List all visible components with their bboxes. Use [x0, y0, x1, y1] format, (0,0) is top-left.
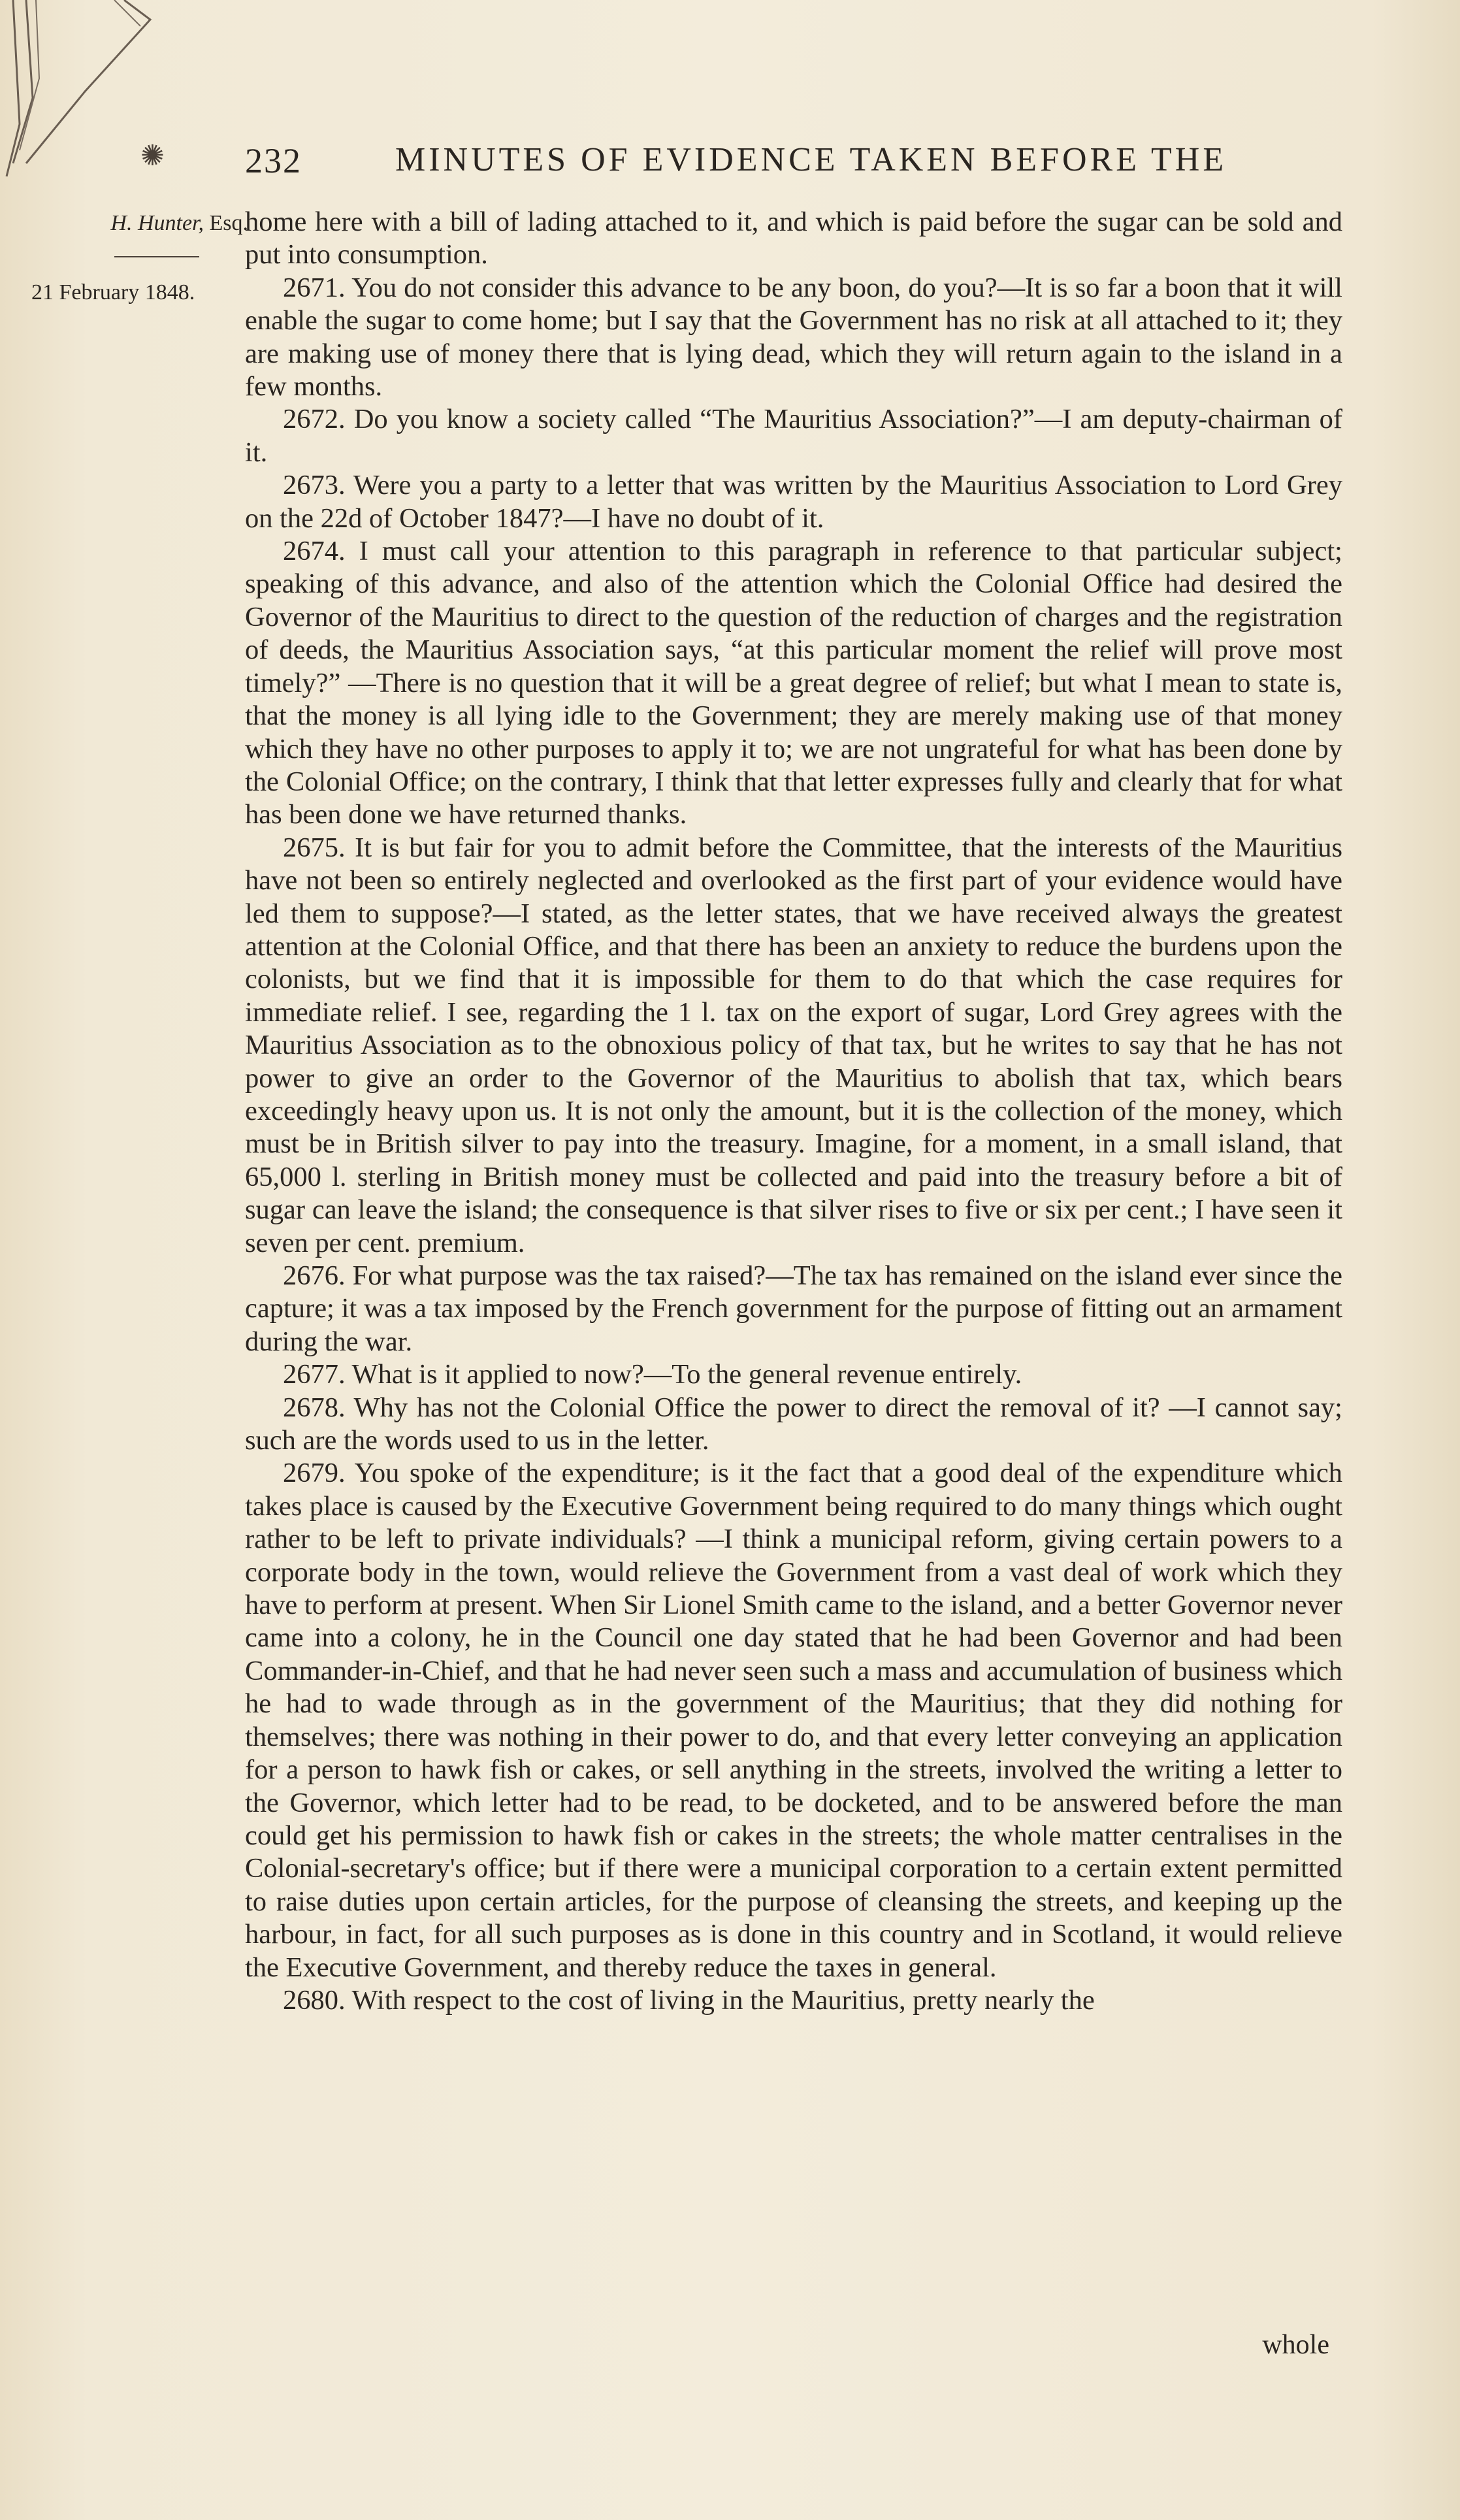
- question-2671: 2671. You do not consider this advance to be any boon, do you?—It is so far a boon that it will enable the sugar to come home; but I say that the Government has no risk at all attached to it; they are making use of money there that is lying dead, which they will return again to the island in a few months.: [245, 272, 1342, 402]
- torn-page-tab-mark: [0, 0, 157, 189]
- page-number: 232: [245, 141, 302, 180]
- question-2674: 2674. I must call your attention to this paragraph in reference to that particular subject; speaking of this advance, and also of the attention which the Colonial Office had desired the Governor of the Mauritius to direct to the question of the reduction of charges and the registration of deeds, the Mauritius Association says, “at this particular moment the relief will prove most timely?” —There is no question that it will be a great degree of relief; but what I mean to state is, that the money is all lying idle to the Government; they are merely making use of that money which they have no other purposes to apply it to; we are not ungrateful for what has been done by the Colonial Office; on the contrary, I think that that letter expresses fully and clearly that for what has been done we have returned thanks.: [245, 536, 1342, 830]
- question-2676: 2676. For what purpose was the tax raised?—The tax has remained on the island ever since the capture; it was a tax imposed by the French government for the purpose of fitting out an armament during the war.: [245, 1260, 1342, 1357]
- question-2680: 2680. With respect to the cost of living in the Mauritius, pretty nearly the: [283, 1984, 1095, 2016]
- question-2673: 2673. Were you a party to a letter that was written by the Mauritius Association to Lord Grey on the 22d of October 1847?—I have no doubt of it.: [245, 470, 1342, 534]
- question-2679: 2679. You spoke of the expenditure; is it the fact that a good deal of the expenditure which takes place is caused by the Executive Government being required to do many things which ought rather to be left to private individuals? —I think a municipal reform, giving certain powers to a corporate body in the town, would relieve the Government from a vast deal of work which they have to perform at present. When Sir Lionel Smith came to the island, and a better Governor never came into a colony, he in the Council one day stated that he had been Governor and had been Commander-in-Chief, and that he had never seen such a mass and accumulation of business which he had to wade through as in the government of the Mauritius; that they did nothing for themselves; there was nothing in their power to do, and that every letter conveying an application for a person to hawk fish or cakes, or sell anything in the streets, involved the writing a letter to the Governor, which letter had to be read, to be docketed, and to be answered before the man could get his permission to hawk fish or cakes in the streets; the whole matter centralises in the Colonial-secretary's office; but if there were a municipal corporation to a certain extent permitted to raise duties upon certain articles, for the purpose of cleansing the streets, and keeping up the harbour, in fact, for all such purposes as is done in this country and in Scotland, it would relieve the Executive Government, and thereby reduce the taxes in general.: [245, 1458, 1342, 1983]
- witness-title: Esq.: [209, 211, 248, 235]
- catchword: whole: [1262, 2330, 1329, 2360]
- question-2678: 2678. Why has not the Colonial Office the power to direct the removal of it? —I cannot say; such are the words used to us in the letter.: [245, 1392, 1342, 1456]
- paragraph-continuation: home here with a bill of lading attached to it, and which is paid before the sugar can be sold and put into consumption.: [245, 206, 1342, 270]
- witness-name: H. Hunter,: [110, 211, 204, 235]
- question-2675: 2675. It is but fair for you to admit before the Committee, that the interests of the Mauritius have not been so entirely neglected and overlooked as the first part of your evidence would have led them to suppose?—I stated, as the letter states, that we have received always the greatest attention at the Colonial Office, and that there has been an anxiety to reduce the burdens upon the colonists, but we find that it is impossible for them to do that which the case requires for immediate relief. I see, regarding the 1 l. tax on the export of sugar, Lord Grey agrees with the Mauritius Association as to the obnoxious policy of that tax, but he writes to say that he has not power to give an order to the Governor of the Mauritius to abolish that tax, which bears exceedingly heavy upon us. It is not only the amount, but it is the collection of the money, which must be in British silver to pay into the treasury. Imagine, for a moment, in a small island, that 65,000 l. sterling in British money must be collected and paid into the treasury before a bit of sugar can leave the island; the consequence is that silver rises to five or six per cent.; I have seen it seven per cent. premium.: [245, 832, 1342, 1258]
- ornament-icon: ✺: [140, 140, 165, 172]
- running-head: MINUTES OF EVIDENCE TAKEN BEFORE THE: [395, 141, 1227, 178]
- question-2677: 2677. What is it applied to now?—To the general revenue entirely.: [283, 1359, 1022, 1390]
- margin-date: 21 February 1848.: [31, 280, 195, 304]
- margin-witness-name: [33, 210, 248, 237]
- evidence-text: [245, 206, 1342, 2017]
- margin-rule: [114, 256, 199, 257]
- question-2672: 2672. Do you know a society called “The Mauritius Association?”—I am deputy-chairman of it.: [245, 404, 1342, 468]
- page-header: [140, 134, 1369, 186]
